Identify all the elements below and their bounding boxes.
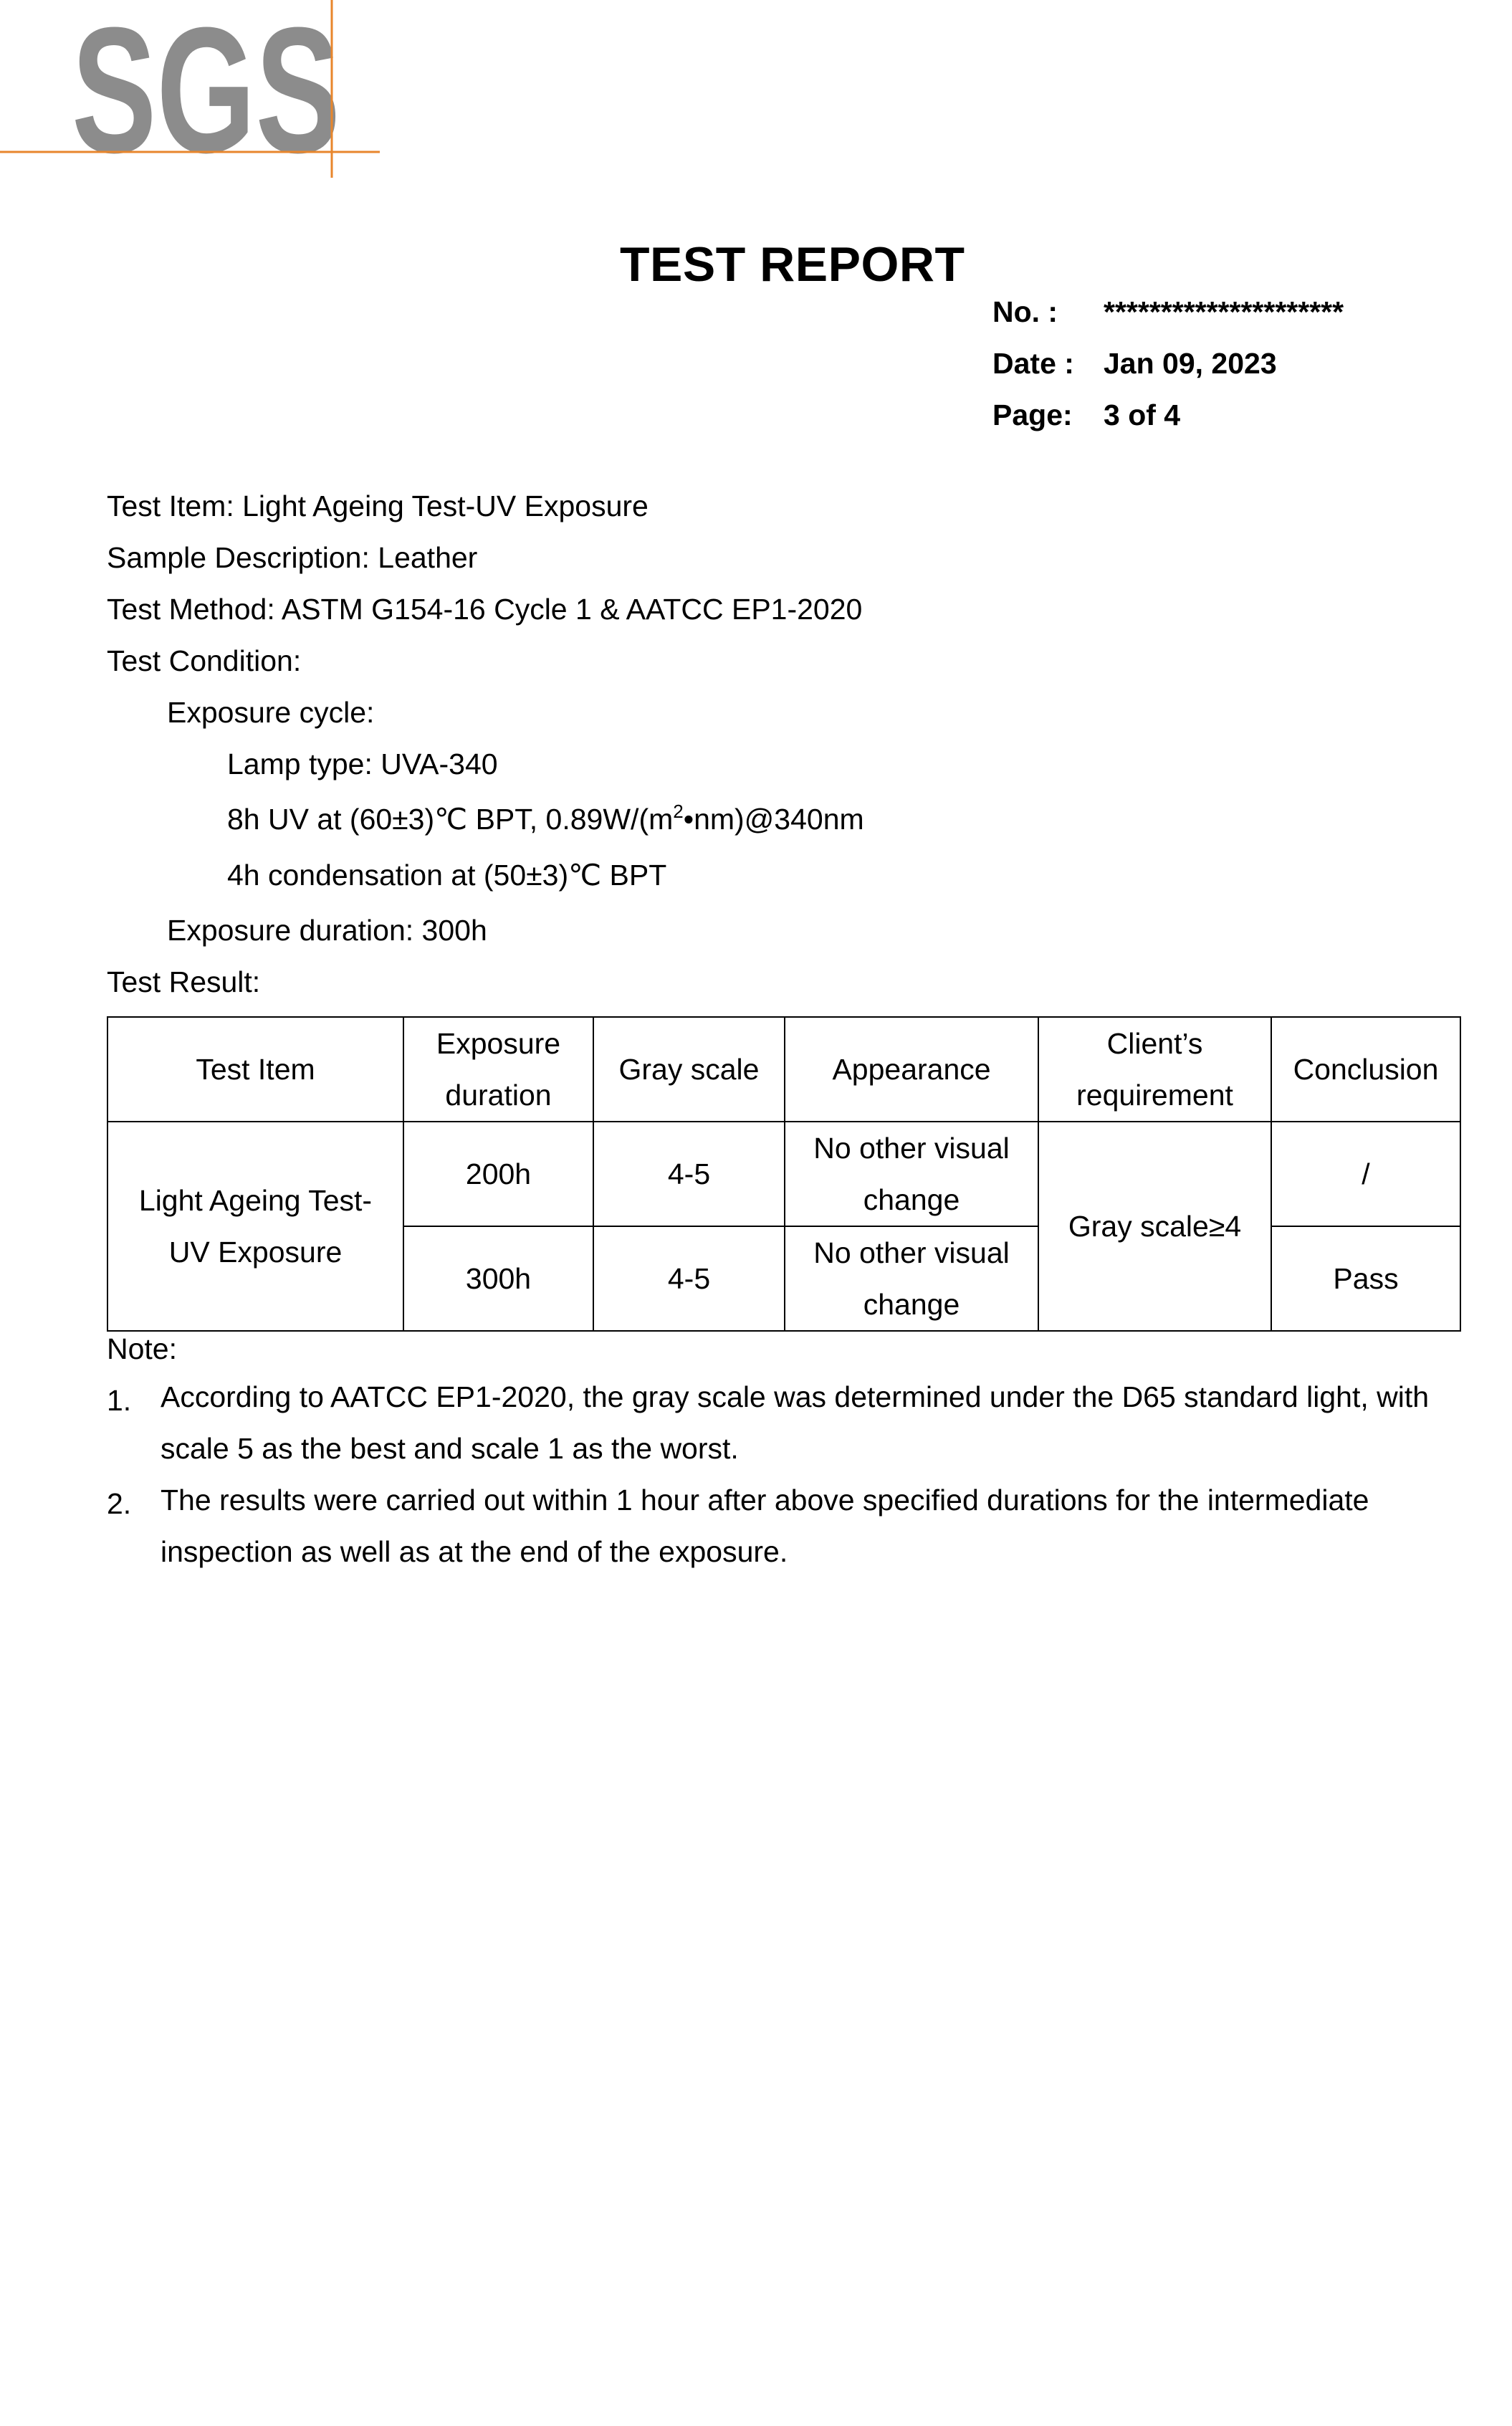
header-appearance: Appearance	[785, 1017, 1038, 1122]
cell-gray-scale: 4-5	[593, 1226, 785, 1331]
condensation-line: 4h condensation at (50±3)℃ BPT	[227, 859, 667, 892]
report-title: TEST REPORT	[620, 237, 965, 292]
table-header-row	[107, 1017, 1460, 1122]
exposure-cycle-heading: Exposure cycle:	[167, 696, 375, 729]
cell-duration: 200h	[403, 1122, 593, 1226]
uv-condition-line	[227, 801, 864, 836]
test-item-line: Test Item: Light Ageing Test-UV Exposure	[107, 490, 649, 522]
logo-text: SGS	[72, 0, 340, 190]
header-conclusion: Conclusion	[1271, 1017, 1460, 1122]
table-row	[107, 1122, 1460, 1226]
report-page-label: Page:	[992, 398, 1073, 431]
result-table	[107, 1016, 1461, 1332]
note-number: 2.	[107, 1487, 132, 1520]
sample-description-line: Sample Description: Leather	[107, 541, 478, 574]
cell-client-requirement: Gray scale≥4	[1038, 1122, 1271, 1331]
cell-duration: 300h	[403, 1226, 593, 1331]
uv-condition-superscript: 2	[673, 801, 684, 822]
report-date-value: Jan 09, 2023	[1104, 347, 1277, 380]
lamp-type-line: Lamp type: UVA-340	[227, 748, 498, 780]
header-client-requirement: Client’s requirement	[1038, 1017, 1271, 1122]
report-number-value: *********************	[1104, 295, 1344, 328]
report-date-label: Date :	[992, 347, 1074, 380]
report-page-value: 3 of 4	[1104, 398, 1181, 431]
uv-condition-text-end: •nm)@340nm	[683, 803, 864, 836]
uv-condition-text: 8h UV at (60±3)℃ BPT, 0.89W/(m	[227, 803, 674, 836]
test-condition-heading: Test Condition:	[107, 644, 302, 677]
test-method-line: Test Method: ASTM G154-16 Cycle 1 & AATCC EP1-2020	[107, 593, 863, 626]
note-text: The results were carried out within 1 hour after above specified durations for the intermediate inspection as well as at the end of the exposure.	[161, 1484, 1369, 1568]
cell-conclusion: /	[1271, 1122, 1460, 1226]
note-text: According to AATCC EP1-2020, the gray scale was determined under the D65 standard light, with scale 5 as the best and scale 1 as the worst.	[161, 1380, 1430, 1465]
test-result-heading: Test Result:	[107, 965, 261, 998]
note-heading: Note:	[107, 1332, 177, 1365]
header-test-item: Test Item	[107, 1017, 403, 1122]
header-gray-scale: Gray scale	[593, 1017, 785, 1122]
cell-test-item: Light Ageing Test- UV Exposure	[107, 1122, 403, 1331]
header-exposure-duration: Exposure duration	[403, 1017, 593, 1122]
report-number-label: No. :	[992, 295, 1058, 328]
note-number: 1.	[107, 1384, 132, 1417]
exposure-duration-line: Exposure duration: 300h	[167, 914, 487, 947]
sgs-logo	[0, 0, 387, 190]
cell-appearance: No other visual change	[785, 1122, 1038, 1226]
cell-conclusion: Pass	[1271, 1226, 1460, 1331]
cell-appearance: No other visual change	[785, 1226, 1038, 1331]
cell-gray-scale: 4-5	[593, 1122, 785, 1226]
